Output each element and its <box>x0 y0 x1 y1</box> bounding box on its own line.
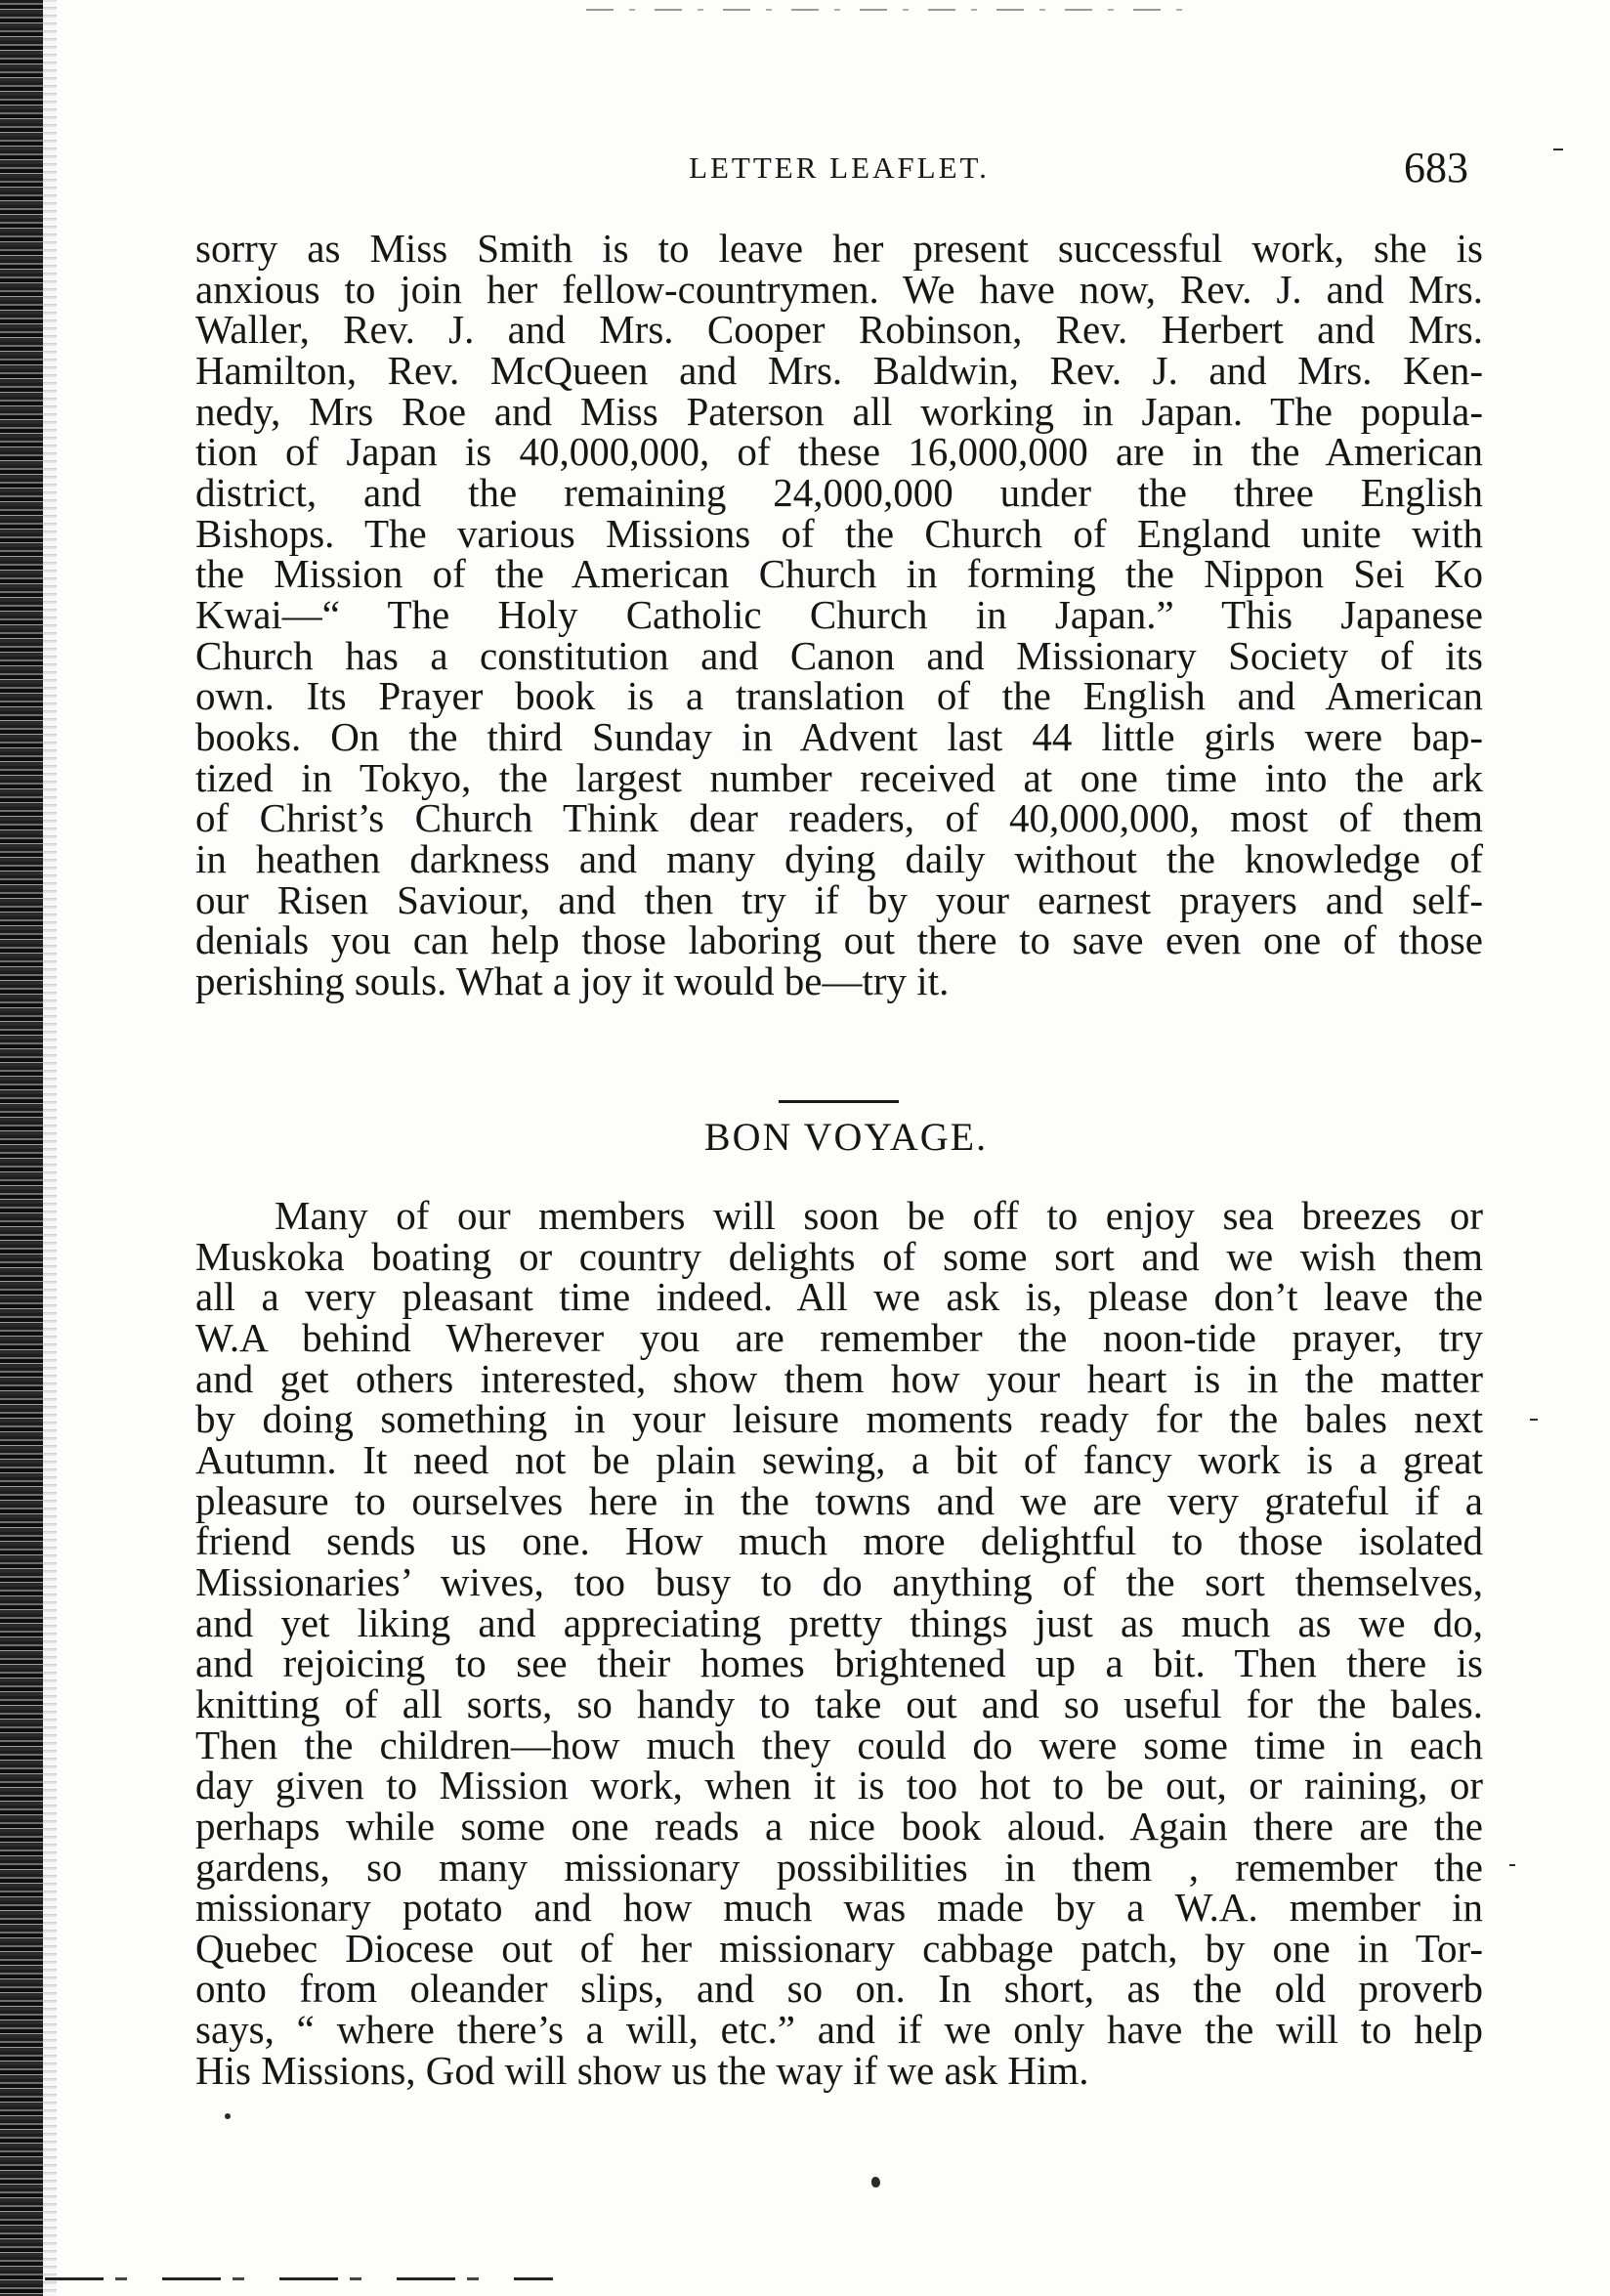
text-line: perishing souls. What a joy it would be—try it. <box>195 957 950 1003</box>
binding-shadow <box>43 0 57 2296</box>
text-line: day given to Mission work, when it is too hot to be out, or raining, or <box>195 1763 1483 1808</box>
text-line: Missionaries’ wives, too busy to do anything of the sort themselves, <box>195 1558 1483 1604</box>
text-line: tion of Japan is 40,000,000, of these 16,000,000 are in the American <box>195 429 1483 475</box>
text-line: own. Its Prayer book is a translation of the English and American <box>195 673 1483 719</box>
binding-edge <box>0 0 43 2296</box>
section-paragraph <box>195 1193 1483 2093</box>
text-line: says, “ where there’s a will, etc.” and if we only have the will to help <box>195 2007 1483 2053</box>
text-line: sorry as Miss Smith is to leave her present successful work, she is <box>195 226 1483 271</box>
scan-artifact <box>1509 1864 1515 1866</box>
ink-dot <box>225 2113 231 2119</box>
text-line: perhaps while some one reads a nice book aloud. Again there are the <box>195 1803 1483 1849</box>
text-line: onto from oleander slips, and so on. In short, as the old proverb <box>195 1966 1483 2012</box>
page-number: 683 <box>1404 144 1468 191</box>
text-line: Waller, Rev. J. and Mrs. Cooper Robinson, Rev. Herbert and Mrs. <box>195 307 1483 353</box>
text-line: tized in Tokyo, the largest number received at one time into the ark <box>195 754 1483 800</box>
text-line: missionary potato and how much was made by a W.A. member in <box>195 1885 1483 1931</box>
text-line: gardens, so many missionary possibilities in them , remember the <box>195 1844 1483 1890</box>
text-line: district, and the remaining 24,000,000 under the three English <box>195 469 1483 515</box>
section-title: BON VOYAGE. <box>703 1115 989 1159</box>
text-line: His Missions, God will show us the way if we ask Him. <box>195 2047 1089 2093</box>
scan-artifact <box>1530 1419 1538 1421</box>
text-line: and get others interested, show them how your heart is in the matter <box>195 1355 1483 1401</box>
text-line: W.A behind Wherever you are remember the noon-tide prayer, try <box>195 1314 1483 1360</box>
text-line: all a very pleasant time indeed. All we ask is, please don’t leave the <box>195 1274 1483 1320</box>
text-line: Kwai—“ The Holy Catholic Church in Japan.” This Japanese <box>195 591 1483 637</box>
text-line: and rejoicing to see their homes brightened up a bit. Then there is <box>195 1640 1483 1686</box>
text-line: pleasure to ourselves here in the towns and we are very grateful if a <box>195 1477 1483 1523</box>
text-line: our Risen Saviour, and then try if by your earnest prayers and self- <box>195 876 1483 922</box>
text-line: books. On the third Sunday in Advent last 44 little girls were bap- <box>195 713 1483 759</box>
text-line: Hamilton, Rev. McQueen and Mrs. Baldwin, Rev. J. and Mrs. Ken- <box>195 347 1483 393</box>
text-line: knitting of all sorts, so handy to take out and so useful for the bales. <box>195 1680 1483 1726</box>
text-line: Then the children—how much they could do were some time in each <box>195 1722 1483 1767</box>
text-line: in heathen darkness and many dying daily without the knowledge of <box>195 835 1483 881</box>
text-line: Church has a constitution and Canon and Missionary Society of its <box>195 632 1483 678</box>
text-line: and yet liking and appreciating pretty things just as much as we do, <box>195 1599 1483 1645</box>
text-line: of Christ’s Church Think dear readers, of 40,000,000, most of them <box>195 795 1483 841</box>
continued-paragraph <box>195 226 1483 1003</box>
scan-artifact <box>45 2277 553 2280</box>
text-line: Muskoka boating or country delights of some sort and we wish them <box>195 1233 1483 1279</box>
text-line: Bishops. The various Missions of the Church of England unite with <box>195 510 1483 556</box>
ink-blot <box>871 2177 880 2188</box>
text-line: the Mission of the American Church in forming the Nippon Sei Ko <box>195 551 1483 597</box>
text-line: nedy, Mrs Roe and Miss Paterson all working in Japan. The popula- <box>195 388 1483 434</box>
scan-artifact <box>1553 149 1563 150</box>
section-divider <box>779 1100 899 1103</box>
text-line: Quebec Diocese out of her missionary cabbage patch, by one in Tor- <box>195 1925 1483 1971</box>
text-line: by doing something in your leisure moments ready for the bales next <box>195 1396 1483 1442</box>
text-line: friend sends us one. How much more delightful to those isolated <box>195 1518 1483 1564</box>
scan-artifact <box>586 9 1202 11</box>
text-line: anxious to join her fellow-countrymen. We have now, Rev. J. and Mrs. <box>195 266 1483 312</box>
running-head: LETTER LEAFLET. <box>689 150 990 185</box>
text-line: Many of our members will soon be off to enjoy sea breezes or <box>275 1193 1483 1238</box>
text-line: Autumn. It need not be plain sewing, a bit of fancy work is a great <box>195 1436 1483 1482</box>
text-line: denials you can help those laboring out there to save even one of those <box>195 917 1483 963</box>
